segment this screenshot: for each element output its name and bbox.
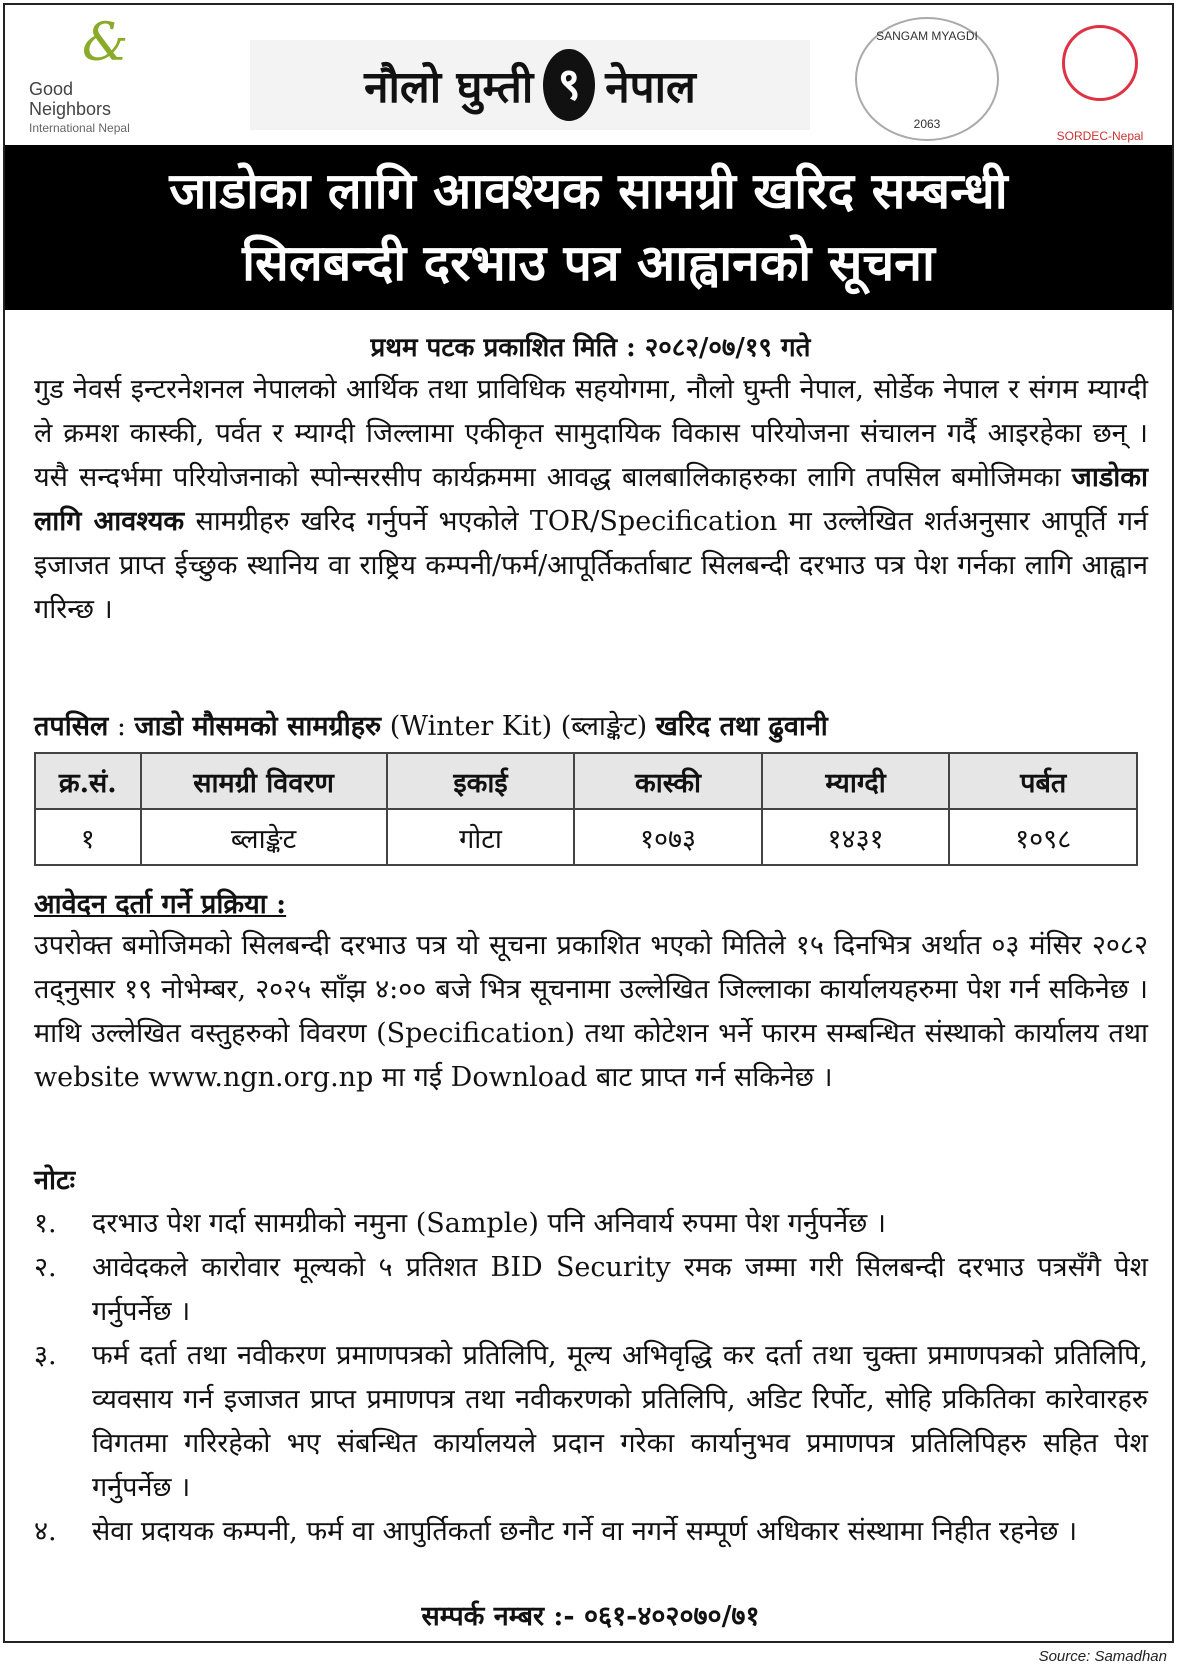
naulo-ghumti-logo <box>250 40 810 130</box>
col-kaski: कास्की <box>574 753 762 809</box>
note-item <box>34 1246 1148 1334</box>
contact-number: सम्पर्क नम्बर :- ०६१-४०२०७०/७१ <box>421 1601 760 1632</box>
intro-text-1: गुड नेवर्स इन्टरनेशनल नेपालको आर्थिक तथा प्राविधिक सहयोगमा, नौलो घुम्ती नेपाल, सोर्डेक नेपाल र संगम म्याग्दी ले क्रमश कास्की, पर्वत र म्याग्दी जिल्लामा एकीकृत सामुदायिक विकास परियोजना संचालन गर्दै आइरहेका छन् । यसै सन्दर्भमा परियोजनाको स्पोन्सरसीप कार्यक्रममा आवद्ध बालबालिकाहरुका लागि तपसिल बमोजिमका <box>34 374 1148 493</box>
col-sn: क्र.सं. <box>35 753 141 809</box>
title-line-1: जाडोका लागि आवश्यक सामग्री खरिद सम्बन्धी <box>169 161 1008 220</box>
notes-heading: नोटः <box>34 1165 76 1196</box>
col-parbat: पर्बत <box>949 753 1137 809</box>
cell-item: ब्लाङ्केट <box>141 809 387 865</box>
table-row <box>35 809 1137 865</box>
gn-line3: International Nepal <box>29 121 130 135</box>
title-line-2: सिलबन्दी दरभाउ पत्र आह्वानको सूचना <box>242 233 935 292</box>
note-item <box>34 1334 1148 1510</box>
process-paragraph: उपरोक्त बमोजिमको सिलबन्दी दरभाउ पत्र यो सूचना प्रकाशित भएको मितिले १५ दिनभित्र अर्थात ०३ मंसिर २०८२ तद्नुसार १९ नोभेम्बर, २०२५ साँझ ४:०० बजे भित्र सूचनामा उल्लेखित जिल्लाका कार्यालयहरुमा पेश गर्न सकिनेछ । माथि उल्लेखित वस्तुहरुको विवरण (Specification) तथा कोटेशन भर्ने फारम सम्बन्धित संस्थाको कार्यालय तथा website www.ngn.org.np मा गई Download बाट प्राप्त गर्न सकिनेछ । <box>34 930 1148 1093</box>
tapsil-normal: (Winter Kit) (ब्लाङ्केट) <box>381 711 656 742</box>
sangam-myagdi-logo <box>855 17 999 141</box>
logo-row <box>5 5 1172 145</box>
cell-parbat: १०९८ <box>949 809 1137 865</box>
tapsil-heading <box>34 706 828 743</box>
sordec-emblem-icon <box>1062 25 1138 101</box>
intro-paragraph <box>34 368 1148 632</box>
gn-line1: Good <box>29 79 74 99</box>
tapsil-label: तपसिल <box>34 711 109 742</box>
tapsil-bold-2: खरिद तथा ढुवानी <box>655 711 828 742</box>
note-number: ४. <box>34 1516 57 1547</box>
sangam-year: 2063 <box>913 117 941 131</box>
cell-sn: १ <box>35 809 141 865</box>
gn-line2: Neighbors <box>29 99 112 119</box>
process-heading: आवेदन दर्ता गर्ने प्रक्रिया : <box>34 889 287 920</box>
naulo-left: नौलो घुम्ती <box>364 62 534 113</box>
tapsil-colon: : <box>108 711 135 742</box>
naulo-mark-icon: ९ <box>543 49 595 121</box>
naulo-right: नेपाल <box>605 62 696 113</box>
sordec-name: SORDEC-Nepal <box>1056 129 1144 143</box>
note-item <box>34 1510 1148 1554</box>
intro-bold: जाडोका लागि आवश्यक <box>34 462 1148 537</box>
table-header-row <box>35 753 1137 809</box>
note-number: १. <box>34 1208 57 1239</box>
publish-date: प्रथम पटक प्रकाशित मिति : २०८२/०७/१९ गते <box>370 333 811 363</box>
tapsil-bold-1: जाडो मौसमको सामग्रीहरु <box>134 711 382 742</box>
good-neighbors-mark-icon: & <box>82 13 129 73</box>
cell-unit: गोटा <box>387 809 575 865</box>
notice-title <box>5 145 1172 310</box>
note-text: फर्म दर्ता तथा नवीकरण प्रमाणपत्रको प्रतिलिपि, मूल्य अभिवृद्धि कर दर्ता तथा चुक्ता प्रमाणपत्रको प्रतिलिपि, व्यवसाय गर्न इजाजत प्राप्त प्रमाणपत्र तथा नवीकरणको प्रतिलिपि, अडिट रिर्पोट, सोहि प्रकितिका कारेवारहरु विगतमा गरिरहेको भए संबन्धित कार्यालयले प्रदान गरेका कार्यानुभव प्रमाणपत्र प्रतिलिपिहरु सहित पेश गर्नुपर्नेछ । <box>92 1340 1148 1503</box>
items-table <box>34 752 1138 866</box>
note-text: सेवा प्रदायक कम्पनी, फर्म वा आपुर्तिकर्ता छनौट गर्ने वा नगर्ने सम्पूर्ण अधिकार संस्थामा निहीत रहनेछ । <box>92 1516 1078 1547</box>
note-text: दरभाउ पेश गर्दा सामग्रीको नमुना (Sample) पनि अनिवार्य रुपमा पेश गर्नुपर्नेछ । <box>92 1208 886 1239</box>
cell-kaski: १०७३ <box>574 809 762 865</box>
source-credit: Source: Samadhan <box>1038 1648 1167 1665</box>
sordec-logo <box>1045 15 1155 143</box>
note-item <box>34 1202 1148 1246</box>
col-myagdi: म्याग्दी <box>762 753 950 809</box>
good-neighbors-logo <box>27 13 207 138</box>
note-number: ३. <box>34 1340 57 1371</box>
col-unit: इकाई <box>387 753 575 809</box>
cell-myagdi: १४३१ <box>762 809 950 865</box>
note-number: २. <box>34 1252 57 1283</box>
notes-list <box>34 1202 1148 1554</box>
sangam-name: SANGAM MYAGDI <box>876 29 978 43</box>
intro-text-2: सामग्रीहरु खरिद गर्नुपर्ने भएकोले TOR/Specification मा उल्लेखित शर्तअनुसार आपूर्ति गर्न इजाजत प्राप्त ईच्छुक स्थानिय वा राष्ट्रिय कम्पनी/फर्म/आपूर्तिकर्ताबाट सिलबन्दी दरभाउ पत्र पेश गर्नका लागि आह्वान गरिन्छ । <box>34 506 1149 625</box>
col-item: सामग्री विवरण <box>141 753 387 809</box>
note-text: आवेदकले कारोवार मूल्यको ५ प्रतिशत BID Security रमक जम्मा गरी सिलबन्दी दरभाउ पत्रसँगै पेश गर्नुपर्नेछ । <box>92 1252 1148 1327</box>
